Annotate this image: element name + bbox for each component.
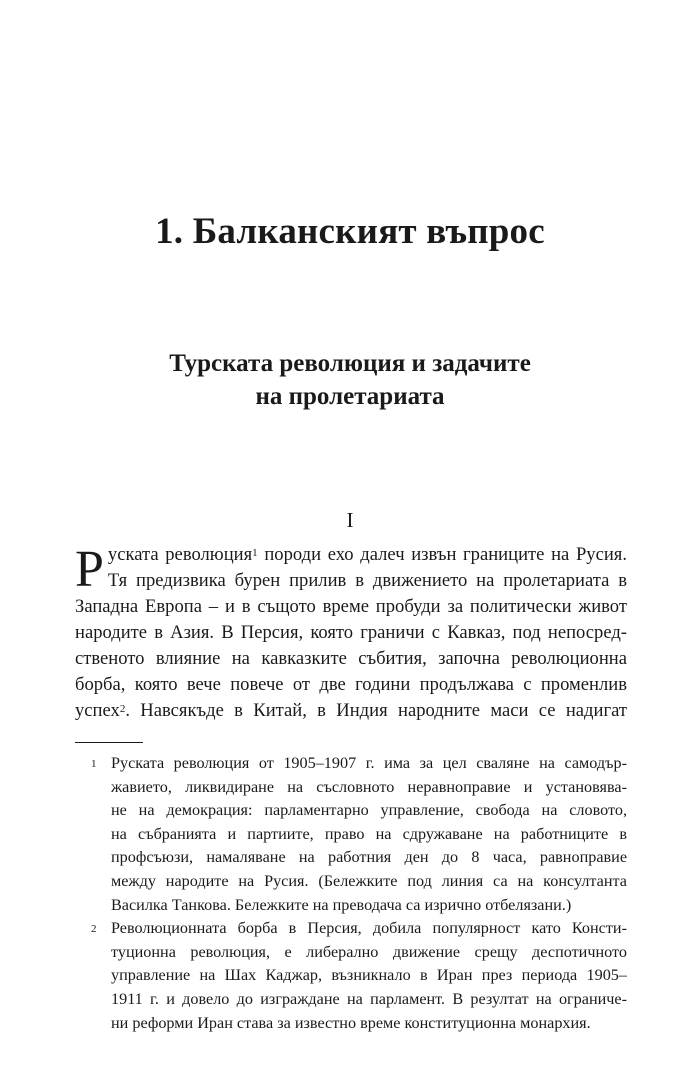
section-title (0, 347, 700, 413)
footnote-line: Революционната борба в Персия, добила популярност като Консти- (111, 919, 627, 938)
body-line-1 (75, 542, 627, 568)
footnote-number: 2 (91, 923, 97, 936)
section-number: I (346, 508, 354, 532)
chapter-title: 1. Балканският въпрос (155, 211, 545, 252)
footnote-line: ни реформи Иран става за известно време конституционна монархия. (111, 1013, 591, 1032)
footnotes (75, 752, 627, 1035)
footnote-line: на събранията и партиите, право на сдружаване на работниците в (111, 824, 627, 843)
footnote-line: не на демокрация: парламентарно управление, свобода на словото, (111, 801, 627, 820)
footnote-2 (75, 917, 627, 1035)
section-title-line-1: Турската революция и задачите (169, 350, 531, 377)
body-line-4: народите в Азия. В Персия, която граничи с Кавказ, под непосред- (75, 622, 627, 643)
section-title-line-2: на пролетариата (255, 383, 445, 410)
body-line-2: Тя предизвика бурен прилив в движението на пролетариата в (107, 570, 627, 591)
body-line-1-tail: породи ехо далеч извън границите на Русия. (257, 544, 627, 565)
drop-cap: Р (75, 541, 104, 598)
body-line-6: борба, която вече повече от две години продължава с променлив (75, 674, 627, 695)
footnote-line: Руската революция от 1905–1907 г. има за цел сваляне на самодър- (111, 754, 627, 772)
footnote-line: управление на Шах Каджар, възникнало в Иран през периода 1905– (111, 966, 627, 985)
body-line-3: Западна Европа – и в същото време пробуди за политически живот (75, 596, 627, 617)
body-line-1-text: уската революция (107, 544, 253, 565)
footnote-line: жавието, ликвидиране на съсловното неравноправие и установява- (111, 777, 627, 796)
body-line-7 (75, 698, 627, 724)
footnote-number: 1 (91, 758, 97, 770)
footnote-line: профсъюзи, намаляване на работния ден до 8 часа, равноправие (111, 848, 627, 867)
footnote-ref-2[interactable]: 2 (119, 703, 126, 715)
footnote-1 (75, 752, 627, 917)
body-line-7-start: успех (75, 700, 120, 721)
body-line-7-tail: . Навсякъде в Китай, в Индия народните маси се надигат (125, 700, 627, 721)
footnote-line: Василка Танкова. Бележките на преводача са изрично отбелязани.) (111, 895, 572, 914)
footnote-line: 1911 г. и довело до изграждане на парламент. В резултат на ограниче- (111, 989, 627, 1008)
body-paragraph (75, 542, 627, 724)
footnote-line: между народите на Русия. (Бележките под линия са на консултанта (111, 871, 627, 890)
footnote-line: туционна революция, е либерално движение срещу деспотичното (111, 942, 627, 961)
footnote-ref-1[interactable]: 1 (252, 547, 258, 559)
footnote-separator (75, 742, 143, 743)
body-line-5: ственото влияние на кавказките събития, започна революционна (75, 648, 627, 669)
